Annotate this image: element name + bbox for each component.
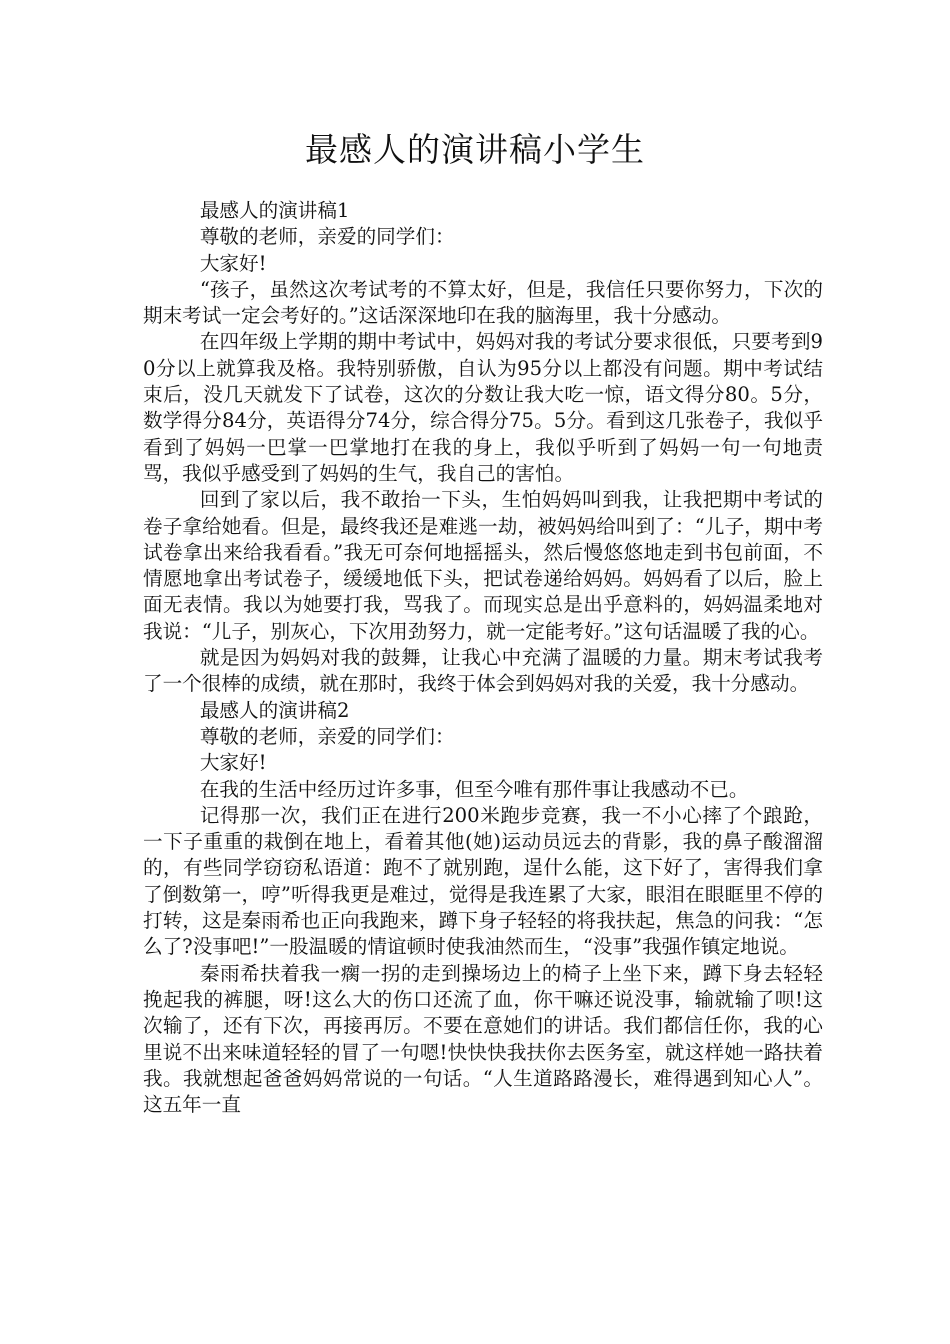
paragraph: 尊敬的老师，亲爱的同学们： (199, 225, 455, 249)
paragraph: 在我的生活中经历过许多事，但至今唯有那件事让我感动不已。 (199, 777, 749, 801)
document-body (143, 198, 823, 1118)
paragraph: 最感人的演讲稿1 (199, 199, 350, 222)
paragraph: 大家好! (199, 251, 267, 275)
paragraph: 就是因为妈妈对我的鼓舞，让我心中充满了温暖的力量。期末考试我考了一个很棒的成绩，就在那时，我终于体会到妈妈对我的关爱，我十分感动。 (143, 646, 823, 696)
paragraph: “孩子，虽然这次考试考的不算太好，但是，我信任只要你努力，下次的期末考试一定会考好的。”这话深深地印在我的脑海里，我十分感动。 (143, 277, 823, 328)
document-title: 最感人的演讲稿小学生 (305, 130, 645, 169)
paragraph: 大家好! (199, 751, 267, 775)
paragraph: 最感人的演讲稿2 (199, 698, 350, 722)
paragraph: 秦雨希扶着我一瘸一拐的走到操场边上的椅子上坐下来，蹲下身去轻轻挽起我的裤腿，呀!这么大的伤口还流了血，你干嘛还说没事，输就输了呗!这次输了，还有下次，再接再厉。不要在意她们的讲话。我们都信任你，我的心里说不出来味道轻轻的冒了一句嗯!快快快我扶你去医务室，就这样她一路扶着我。我就想起爸爸妈妈常说的一句话。“人生道路路漫长，难得遇到知心人”。这五年一直 (143, 961, 823, 1117)
paragraph: 回到了家以后，我不敢抬一下头，生怕妈妈叫到我，让我把期中考试的卷子拿给她看。但是，最终我还是难逃一劫，被妈妈给叫到了：“儿子，期中考试卷拿出来给我看看。”我无可奈何地摇摇头，然后慢悠悠地走到书包前面，不情愿地拿出考试卷子，缓缓地低下头，把试卷递给妈妈。妈妈看了以后，脸上面无表情。我以为她要打我，骂我了。而现实总是出乎意料的，妈妈温柔地对我说：“儿子，别灰心，下次用劲努力，就一定能考好。”这句话温暖了我的心。 (143, 488, 823, 643)
paragraph: 在四年级上学期的期中考试中，妈妈对我的考试分要求很低，只要考到90分以上就算我及格。我特别骄傲，自认为95分以上都没有问题。期中考试结束后，没几天就发下了试卷，这次的分数让我大吃一惊，语文得分80。5分，数学得分84分，英语得分74分，综合得分75。5分。看到这几张卷子，我似乎看到了妈妈一巴掌一巴掌地打在我的身上，我似乎听到了妈妈一句一句地责骂，我似乎感受到了妈妈的生气，我自己的害怕。 (143, 330, 823, 485)
paragraph: 记得那一次，我们正在进行200米跑步竞赛，我一不小心摔了个踉跄，一下子重重的栽倒在地上，看着其他(她)运动员远去的背影，我的鼻子酸溜溜的，有些同学窃窃私语道：跑不了就别跑，逞什么能，这下好了，害得我们拿了倒数第一，哼”听得我更是难过，觉得是我连累了大家，眼泪在眼眶里不停的打转，这是秦雨希也正向我跑来，蹲下身子轻轻的将我扶起，焦急的问我：“怎么了?没事吧!”一股温暖的情谊顿时使我油然而生，“没事”我强作镇定地说。 (143, 803, 823, 959)
paragraph: 尊敬的老师，亲爱的同学们： (199, 724, 455, 748)
